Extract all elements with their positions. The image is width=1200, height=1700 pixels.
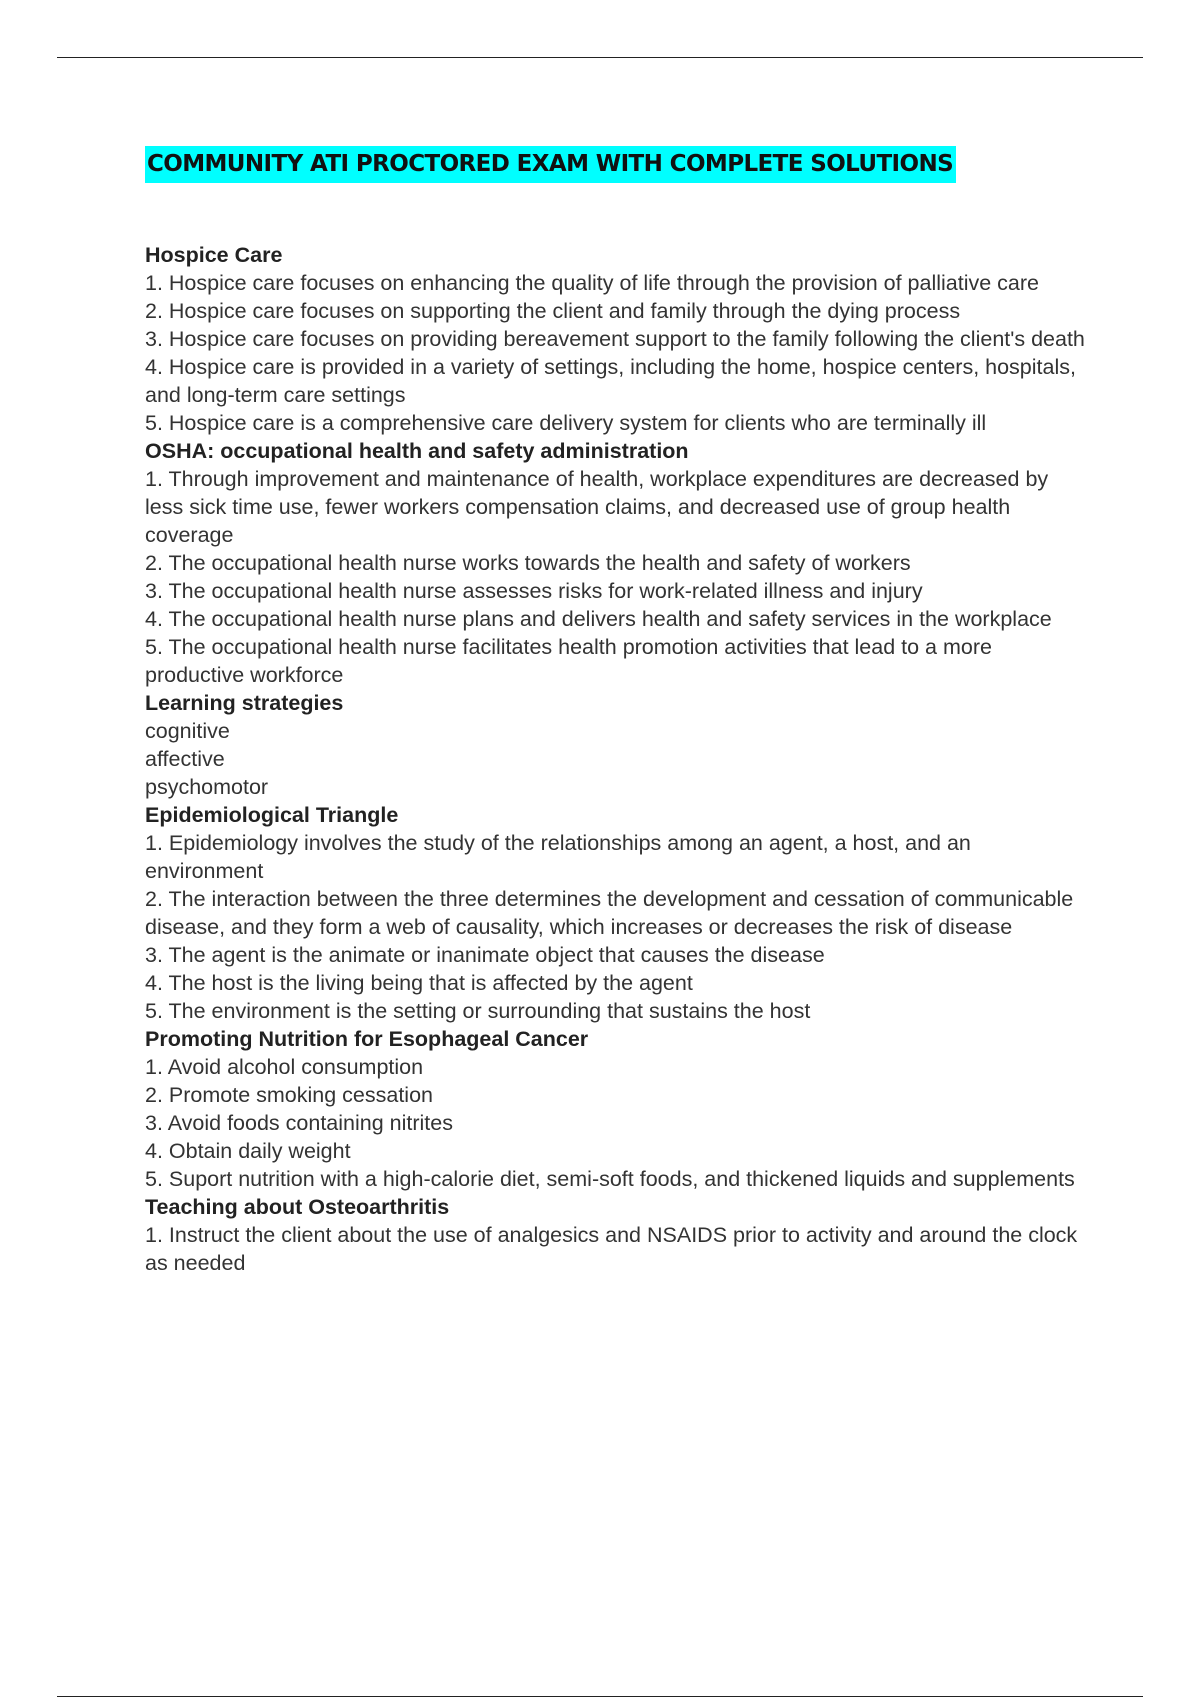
section-heading: Hospice Care [145,243,283,267]
list-item: 1. Through improvement and maintenance of health, workplace expenditures are decreased by less sick time use, fewer workers compensation claims, and decreased use of group health coverage [145,467,1049,547]
top-divider [57,57,1143,58]
list-item: 5. Hospice care is a comprehensive care delivery system for clients who are terminally ill [145,411,987,435]
list-item: cognitive [145,719,230,743]
list-item: 1. Avoid alcohol consumption [145,1055,424,1079]
list-item: 3. Avoid foods containing nitrites [145,1111,453,1135]
section-heading: Epidemiological Triangle [145,803,399,827]
list-item: psychomotor [145,775,269,799]
section-heading: Learning strategies [145,691,344,715]
list-item: 1. Instruct the client about the use of analgesics and NSAIDS prior to activity and around the clock as needed [145,1223,1078,1275]
list-item: 4. Hospice care is provided in a variety of settings, including the home, hospice centers, hospitals, and long-term care settings [145,355,1076,407]
list-item: 3. The occupational health nurse assesses risks for work-related illness and injury [145,579,923,603]
document-title: COMMUNITY ATI PROCTORED EXAM WITH COMPLETE SOLUTIONS [145,146,956,183]
section-esophageal-cancer-nutrition [145,1025,1085,1193]
list-item: 5. Suport nutrition with a high-calorie diet, semi-soft foods, and thickened liquids and supplements [145,1167,1075,1191]
list-item: 5. The environment is the setting or surrounding that sustains the host [145,999,811,1023]
section-epidemiological-triangle [145,801,1085,1025]
section-heading: Teaching about Osteoarthritis [145,1195,450,1219]
list-item: 3. Hospice care focuses on providing bereavement support to the family following the client's death [145,327,1085,351]
section-heading: Promoting Nutrition for Esophageal Cancer [145,1027,589,1051]
list-item: 2. Hospice care focuses on supporting the client and family through the dying process [145,299,961,323]
section-learning-strategies [145,689,1085,801]
list-item: 2. The occupational health nurse works towards the health and safety of workers [145,551,911,575]
list-item: 3. The agent is the animate or inanimate object that causes the disease [145,943,825,967]
bottom-divider [57,1696,1143,1697]
list-item: 4. The occupational health nurse plans and delivers health and safety services in the workplace [145,607,1052,631]
list-item: 2. Promote smoking cessation [145,1083,433,1107]
list-item: 1. Epidemiology involves the study of the relationships among an agent, a host, and an environment [145,831,971,883]
list-item: 1. Hospice care focuses on enhancing the quality of life through the provision of palliative care [145,271,1039,295]
list-item: affective [145,747,225,771]
section-hospice-care [145,241,1085,437]
section-heading: OSHA: occupational health and safety administration [145,439,689,463]
section-osteoarthritis-teaching [145,1193,1085,1277]
list-item: 4. Obtain daily weight [145,1139,351,1163]
section-osha [145,437,1085,689]
list-item: 2. The interaction between the three determines the development and cessation of communicable disease, and they form a web of causality, which increases or decreases the risk of disease [145,887,1074,939]
document-body [145,241,1085,1277]
list-item: 5. The occupational health nurse facilitates health promotion activities that lead to a more productive workforce [145,635,992,687]
list-item: 4. The host is the living being that is affected by the agent [145,971,693,995]
